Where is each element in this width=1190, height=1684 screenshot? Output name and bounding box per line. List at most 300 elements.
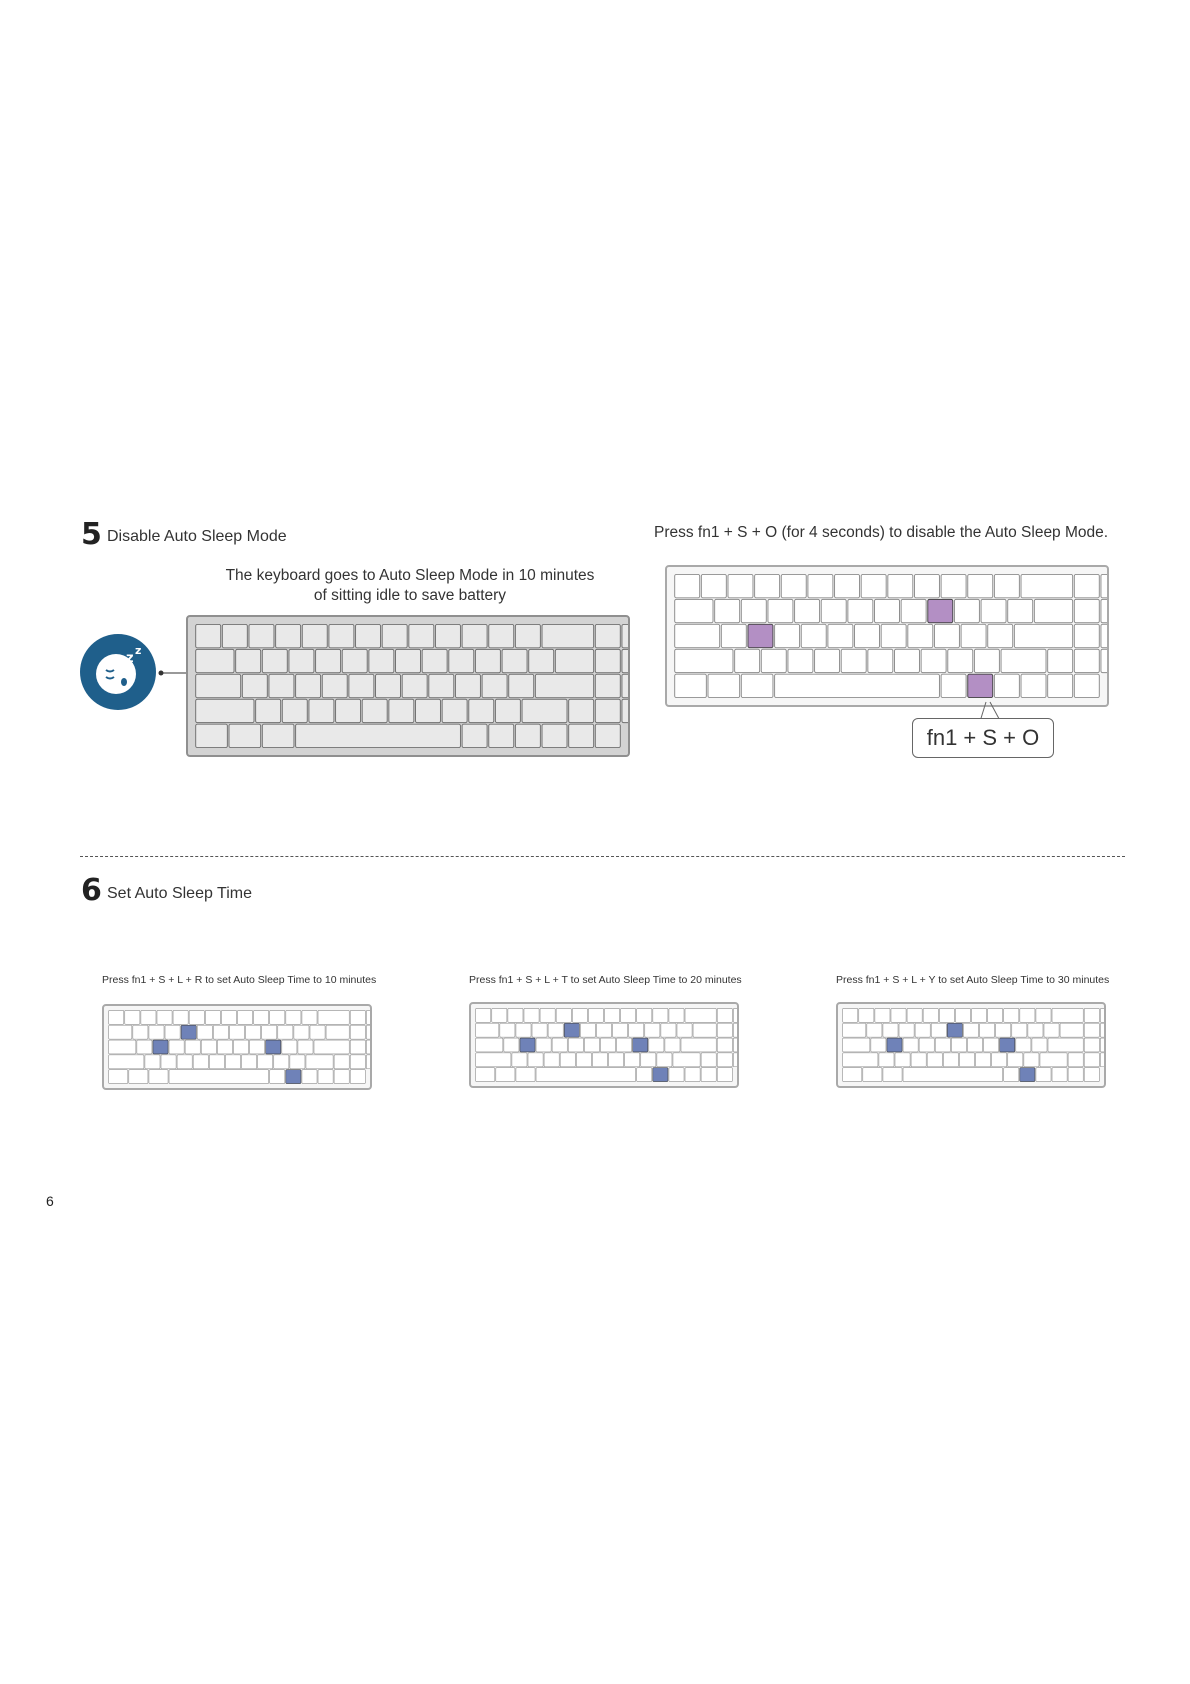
keycap <box>309 699 334 722</box>
keycap <box>641 1053 656 1067</box>
keycap <box>1101 624 1107 647</box>
keycap <box>318 1070 333 1084</box>
keycap <box>302 624 327 647</box>
keycap <box>835 574 860 597</box>
keycap <box>968 674 993 697</box>
keycap <box>274 1055 289 1069</box>
keycap <box>185 1040 200 1054</box>
keycap <box>278 1025 293 1039</box>
keycap <box>928 599 953 622</box>
keycap <box>1036 1068 1051 1082</box>
keycap <box>322 674 347 697</box>
keycap <box>294 1025 309 1039</box>
keycap <box>1100 1008 1104 1022</box>
keycap <box>296 674 321 697</box>
keycap <box>855 624 880 647</box>
keycap <box>808 574 833 597</box>
keycap <box>843 1038 870 1052</box>
keycap <box>934 624 959 647</box>
keycap <box>669 1068 684 1082</box>
keycap <box>556 1008 571 1022</box>
keycap <box>229 1025 244 1039</box>
keycap <box>974 649 999 672</box>
keycap <box>329 624 354 647</box>
keycap <box>622 649 628 672</box>
keycap <box>841 649 866 672</box>
keycap <box>1052 1008 1083 1022</box>
keycap <box>887 1038 902 1052</box>
keycap <box>289 649 314 672</box>
keycap <box>201 1040 216 1054</box>
keycap <box>795 599 820 622</box>
keycap <box>282 1040 297 1054</box>
keycap <box>843 1008 858 1022</box>
keycap <box>256 699 281 722</box>
keycap <box>959 1053 974 1067</box>
keycap <box>389 699 414 722</box>
keycap <box>1040 1053 1067 1067</box>
keycap <box>225 1055 240 1069</box>
keycap <box>675 599 713 622</box>
keycap <box>1100 1038 1104 1052</box>
keycap <box>768 599 793 622</box>
keycap <box>290 1055 305 1069</box>
keycap <box>1021 674 1046 697</box>
caption-line-2: of sitting idle to save battery <box>313 587 507 604</box>
keycap <box>282 699 307 722</box>
keycap <box>701 574 726 597</box>
keycap <box>516 1068 535 1082</box>
auto-sleep-caption <box>200 566 620 606</box>
keycap <box>316 649 341 672</box>
keycap <box>508 1008 523 1022</box>
keycap <box>540 1008 555 1022</box>
keycap <box>883 1068 902 1082</box>
sleep-time-10-instruction: Press fn1 + S + L + R to set Auto Sleep Time to 10 minutes <box>102 974 377 986</box>
keycap <box>781 574 806 597</box>
keycap <box>197 1025 212 1039</box>
keycap <box>572 1008 587 1022</box>
keycap <box>1084 1068 1099 1082</box>
keycap <box>560 1053 575 1067</box>
keyboard-fn1-s-o-illustration <box>665 565 1109 707</box>
keycap <box>992 1053 1007 1067</box>
keycap <box>310 1025 325 1039</box>
keycap <box>954 599 979 622</box>
keycap <box>637 1008 652 1022</box>
keycap <box>741 674 773 697</box>
keycap <box>476 1053 511 1067</box>
keycap <box>633 1038 648 1052</box>
keycap <box>524 1008 539 1022</box>
keycap <box>286 1010 301 1024</box>
keycap <box>903 1068 1003 1082</box>
keycap <box>596 1023 611 1037</box>
keycap <box>939 1008 954 1022</box>
keycap <box>1000 1038 1015 1052</box>
keycap <box>262 724 294 747</box>
keycap <box>821 599 846 622</box>
keycap <box>701 1053 716 1067</box>
section-6-number: 6 <box>81 873 102 908</box>
keycap <box>675 624 720 647</box>
keyboard-sleep-30-illustration <box>836 1002 1106 1088</box>
keycap <box>843 1023 866 1037</box>
keycap <box>935 1038 950 1052</box>
keycap <box>376 674 401 697</box>
keycap <box>409 624 434 647</box>
keycap <box>588 1008 603 1022</box>
keycap <box>509 674 534 697</box>
keycap <box>555 649 593 672</box>
keycap <box>314 1040 349 1054</box>
keycap <box>302 1070 317 1084</box>
keycap <box>350 1070 365 1084</box>
section-5-title: Disable Auto Sleep Mode <box>107 528 287 545</box>
keycap <box>994 674 1019 697</box>
keycap <box>815 649 840 672</box>
keycap <box>879 1053 894 1067</box>
keycap <box>422 649 447 672</box>
keycap <box>617 1038 632 1052</box>
keycap <box>133 1025 148 1039</box>
keycap <box>270 1010 285 1024</box>
keycap <box>871 1038 886 1052</box>
keycap <box>653 1068 668 1082</box>
keycap <box>1052 1068 1067 1082</box>
keycap <box>625 1053 640 1067</box>
keycap <box>996 1023 1011 1037</box>
keycap <box>1084 1023 1099 1037</box>
keycap <box>1034 599 1072 622</box>
keycap <box>677 1023 692 1037</box>
keycap <box>177 1055 192 1069</box>
keycap <box>775 624 800 647</box>
keycap <box>955 1008 970 1022</box>
keycap <box>349 674 374 697</box>
keycap <box>843 1053 878 1067</box>
keycap <box>693 1023 716 1037</box>
keycap <box>221 1010 236 1024</box>
keycap <box>1028 1023 1043 1037</box>
keycap <box>109 1025 132 1039</box>
keycap <box>366 1025 370 1039</box>
keycap <box>552 1038 567 1052</box>
keycap <box>984 1038 999 1052</box>
keycap <box>350 1025 365 1039</box>
keycap <box>968 574 993 597</box>
keycap <box>535 674 593 697</box>
keycap <box>196 699 254 722</box>
keycap <box>415 699 440 722</box>
keycap <box>109 1010 124 1024</box>
keycap <box>761 649 786 672</box>
sleeping-face-icon <box>80 634 156 710</box>
keycap <box>595 724 620 747</box>
keycap <box>229 724 261 747</box>
keycap <box>276 624 301 647</box>
keycap <box>1074 649 1099 672</box>
keycap <box>988 624 1013 647</box>
keycap <box>528 1053 543 1067</box>
keycap <box>504 1038 519 1052</box>
keycap <box>914 574 939 597</box>
keycap <box>609 1053 624 1067</box>
sleep-time-30-instruction: Press fn1 + S + L + Y to set Auto Sleep Time to 30 minutes <box>836 974 1110 986</box>
keycap <box>976 1053 991 1067</box>
keycap <box>867 1023 882 1037</box>
keycap <box>429 674 454 697</box>
keycap <box>306 1055 333 1069</box>
keycap <box>362 699 387 722</box>
keycap <box>1016 1038 1031 1052</box>
keycap <box>286 1070 301 1084</box>
keycap <box>522 699 567 722</box>
keycap <box>903 1038 918 1052</box>
keycap <box>516 1023 531 1037</box>
keycap <box>994 574 1019 597</box>
section-divider <box>80 856 1125 857</box>
keycap <box>622 624 628 647</box>
keycap <box>735 649 760 672</box>
keycap <box>637 1068 652 1082</box>
section-5-number: 5 <box>81 517 102 552</box>
keycap <box>1084 1053 1099 1067</box>
keycap <box>476 1008 491 1022</box>
page-number: 6 <box>46 1193 54 1209</box>
keycap <box>262 1025 277 1039</box>
keycap <box>149 1025 164 1039</box>
key-combo-callout: fn1 + S + O <box>912 718 1054 758</box>
keycap <box>196 649 234 672</box>
keycap <box>1001 649 1046 672</box>
keycap <box>249 624 274 647</box>
keycap <box>717 1008 732 1022</box>
keycap <box>717 1038 732 1052</box>
keycap <box>733 1008 737 1022</box>
keycap <box>595 674 620 697</box>
keycap <box>1036 1008 1051 1022</box>
keycap <box>717 1053 732 1067</box>
keycap <box>1048 649 1073 672</box>
keycap <box>462 724 487 747</box>
keycap <box>881 624 906 647</box>
keycap <box>529 649 554 672</box>
keycap <box>673 1053 700 1067</box>
keycap <box>236 649 261 672</box>
keycap <box>951 1038 966 1052</box>
keycap <box>981 599 1006 622</box>
keycap <box>542 624 594 647</box>
keycap <box>1101 574 1107 597</box>
keycap <box>189 1010 204 1024</box>
keycap <box>270 1070 285 1084</box>
keyboard-sleep-illustration <box>186 615 630 757</box>
keycap <box>536 1068 636 1082</box>
keycap <box>129 1070 148 1084</box>
keyboard-sleep-20-illustration <box>469 1002 739 1088</box>
sleep-time-20-instruction: Press fn1 + S + L + T to set Auto Sleep Time to 20 minutes <box>469 974 742 986</box>
keycap <box>653 1008 668 1022</box>
keycap <box>157 1010 172 1024</box>
keycap <box>717 1068 732 1082</box>
keycap <box>302 1010 317 1024</box>
keycap <box>181 1025 196 1039</box>
keycap <box>476 1023 499 1037</box>
keycap <box>733 1023 737 1037</box>
keycap <box>915 1023 930 1037</box>
keycap <box>1100 1023 1104 1037</box>
keycap <box>442 699 467 722</box>
keycap <box>209 1055 224 1069</box>
keycap <box>125 1010 140 1024</box>
keycap <box>1008 599 1033 622</box>
keycap <box>895 1053 910 1067</box>
keycap <box>449 649 474 672</box>
keycap <box>911 1053 926 1067</box>
keycap <box>496 1068 515 1082</box>
keycap <box>1048 674 1073 697</box>
keycap <box>1074 624 1099 647</box>
keycap <box>828 624 853 647</box>
keycap <box>580 1023 595 1037</box>
keycap <box>366 1010 370 1024</box>
keycap <box>863 1068 882 1082</box>
keycap <box>334 1055 349 1069</box>
keycap <box>1004 1068 1019 1082</box>
keycap <box>1004 1008 1019 1022</box>
keycap <box>621 1008 636 1022</box>
keycap <box>859 1008 874 1022</box>
keycap <box>258 1055 273 1069</box>
keycap <box>1068 1068 1083 1082</box>
keycap <box>350 1040 365 1054</box>
keycap <box>137 1040 152 1054</box>
keycap <box>701 1068 716 1082</box>
keycap <box>728 574 753 597</box>
keycap <box>947 1023 962 1037</box>
keycap <box>242 674 267 697</box>
keycap <box>941 574 966 597</box>
keycap <box>269 674 294 697</box>
keycap <box>868 649 893 672</box>
keycap <box>584 1038 599 1052</box>
keycap <box>1101 649 1107 672</box>
keycap <box>109 1040 136 1054</box>
keycap <box>576 1053 591 1067</box>
keycap <box>717 1023 732 1037</box>
section-6-title: Set Auto Sleep Time <box>107 885 252 902</box>
keycap <box>1014 624 1072 647</box>
keycap <box>901 599 926 622</box>
keycap <box>193 1055 208 1069</box>
keycap <box>482 674 507 697</box>
keycap <box>613 1023 628 1037</box>
keyboard-sleep-10-illustration <box>102 1004 372 1090</box>
keycap <box>721 624 746 647</box>
keycap <box>165 1025 180 1039</box>
caption-line-1: The keyboard goes to Auto Sleep Mode in 10 minutes <box>225 567 595 584</box>
keycap <box>861 574 886 597</box>
keycap <box>669 1008 684 1022</box>
keycap <box>476 1068 495 1082</box>
keycap <box>595 649 620 672</box>
keycap <box>145 1055 160 1069</box>
keycap <box>502 649 527 672</box>
keycap <box>569 699 594 722</box>
keycap <box>1044 1023 1059 1037</box>
keycap <box>848 599 873 622</box>
keycap <box>213 1025 228 1039</box>
keycap <box>843 1068 862 1082</box>
keycap <box>748 624 773 647</box>
keycap <box>675 649 733 672</box>
keycap <box>927 1053 942 1067</box>
keycap <box>500 1023 515 1037</box>
keycap <box>350 1010 365 1024</box>
keycap <box>495 699 520 722</box>
keycap <box>569 724 594 747</box>
keycap <box>801 624 826 647</box>
keycap <box>595 699 620 722</box>
keycap <box>685 1008 716 1022</box>
keycap <box>515 624 540 647</box>
keycap <box>675 574 700 597</box>
keycap <box>512 1053 527 1067</box>
keycap <box>173 1010 188 1024</box>
keycap <box>237 1010 252 1024</box>
keycap <box>961 624 986 647</box>
keycap <box>980 1023 995 1037</box>
keycap <box>1074 599 1099 622</box>
keycap <box>733 1038 737 1052</box>
keycap <box>196 624 221 647</box>
keycap <box>1074 674 1099 697</box>
keycap <box>568 1038 583 1052</box>
keycap <box>907 1008 922 1022</box>
keycap <box>948 649 973 672</box>
keycap <box>532 1023 547 1037</box>
keycap <box>141 1010 156 1024</box>
keycap <box>604 1008 619 1022</box>
keycap <box>988 1008 1003 1022</box>
keycap <box>733 1053 737 1067</box>
keycap <box>153 1040 168 1054</box>
keycap <box>600 1038 615 1052</box>
keycap <box>919 1038 934 1052</box>
keycap <box>250 1040 265 1054</box>
keycap <box>396 649 421 672</box>
keycap <box>788 649 813 672</box>
keycap <box>1101 599 1107 622</box>
keycap <box>708 674 740 697</box>
keycap <box>875 1008 890 1022</box>
keycap <box>963 1023 978 1037</box>
keycap <box>350 1055 365 1069</box>
keycap <box>455 674 480 697</box>
keycap <box>755 574 780 597</box>
keycap <box>883 1023 898 1037</box>
svg-text:z: z <box>126 651 134 666</box>
keycap <box>1012 1023 1027 1037</box>
keycap <box>921 649 946 672</box>
keycap <box>382 624 407 647</box>
keycap <box>205 1010 220 1024</box>
keycap <box>469 699 494 722</box>
keycap <box>941 674 966 697</box>
keycap <box>548 1023 563 1037</box>
keycap <box>109 1055 144 1069</box>
